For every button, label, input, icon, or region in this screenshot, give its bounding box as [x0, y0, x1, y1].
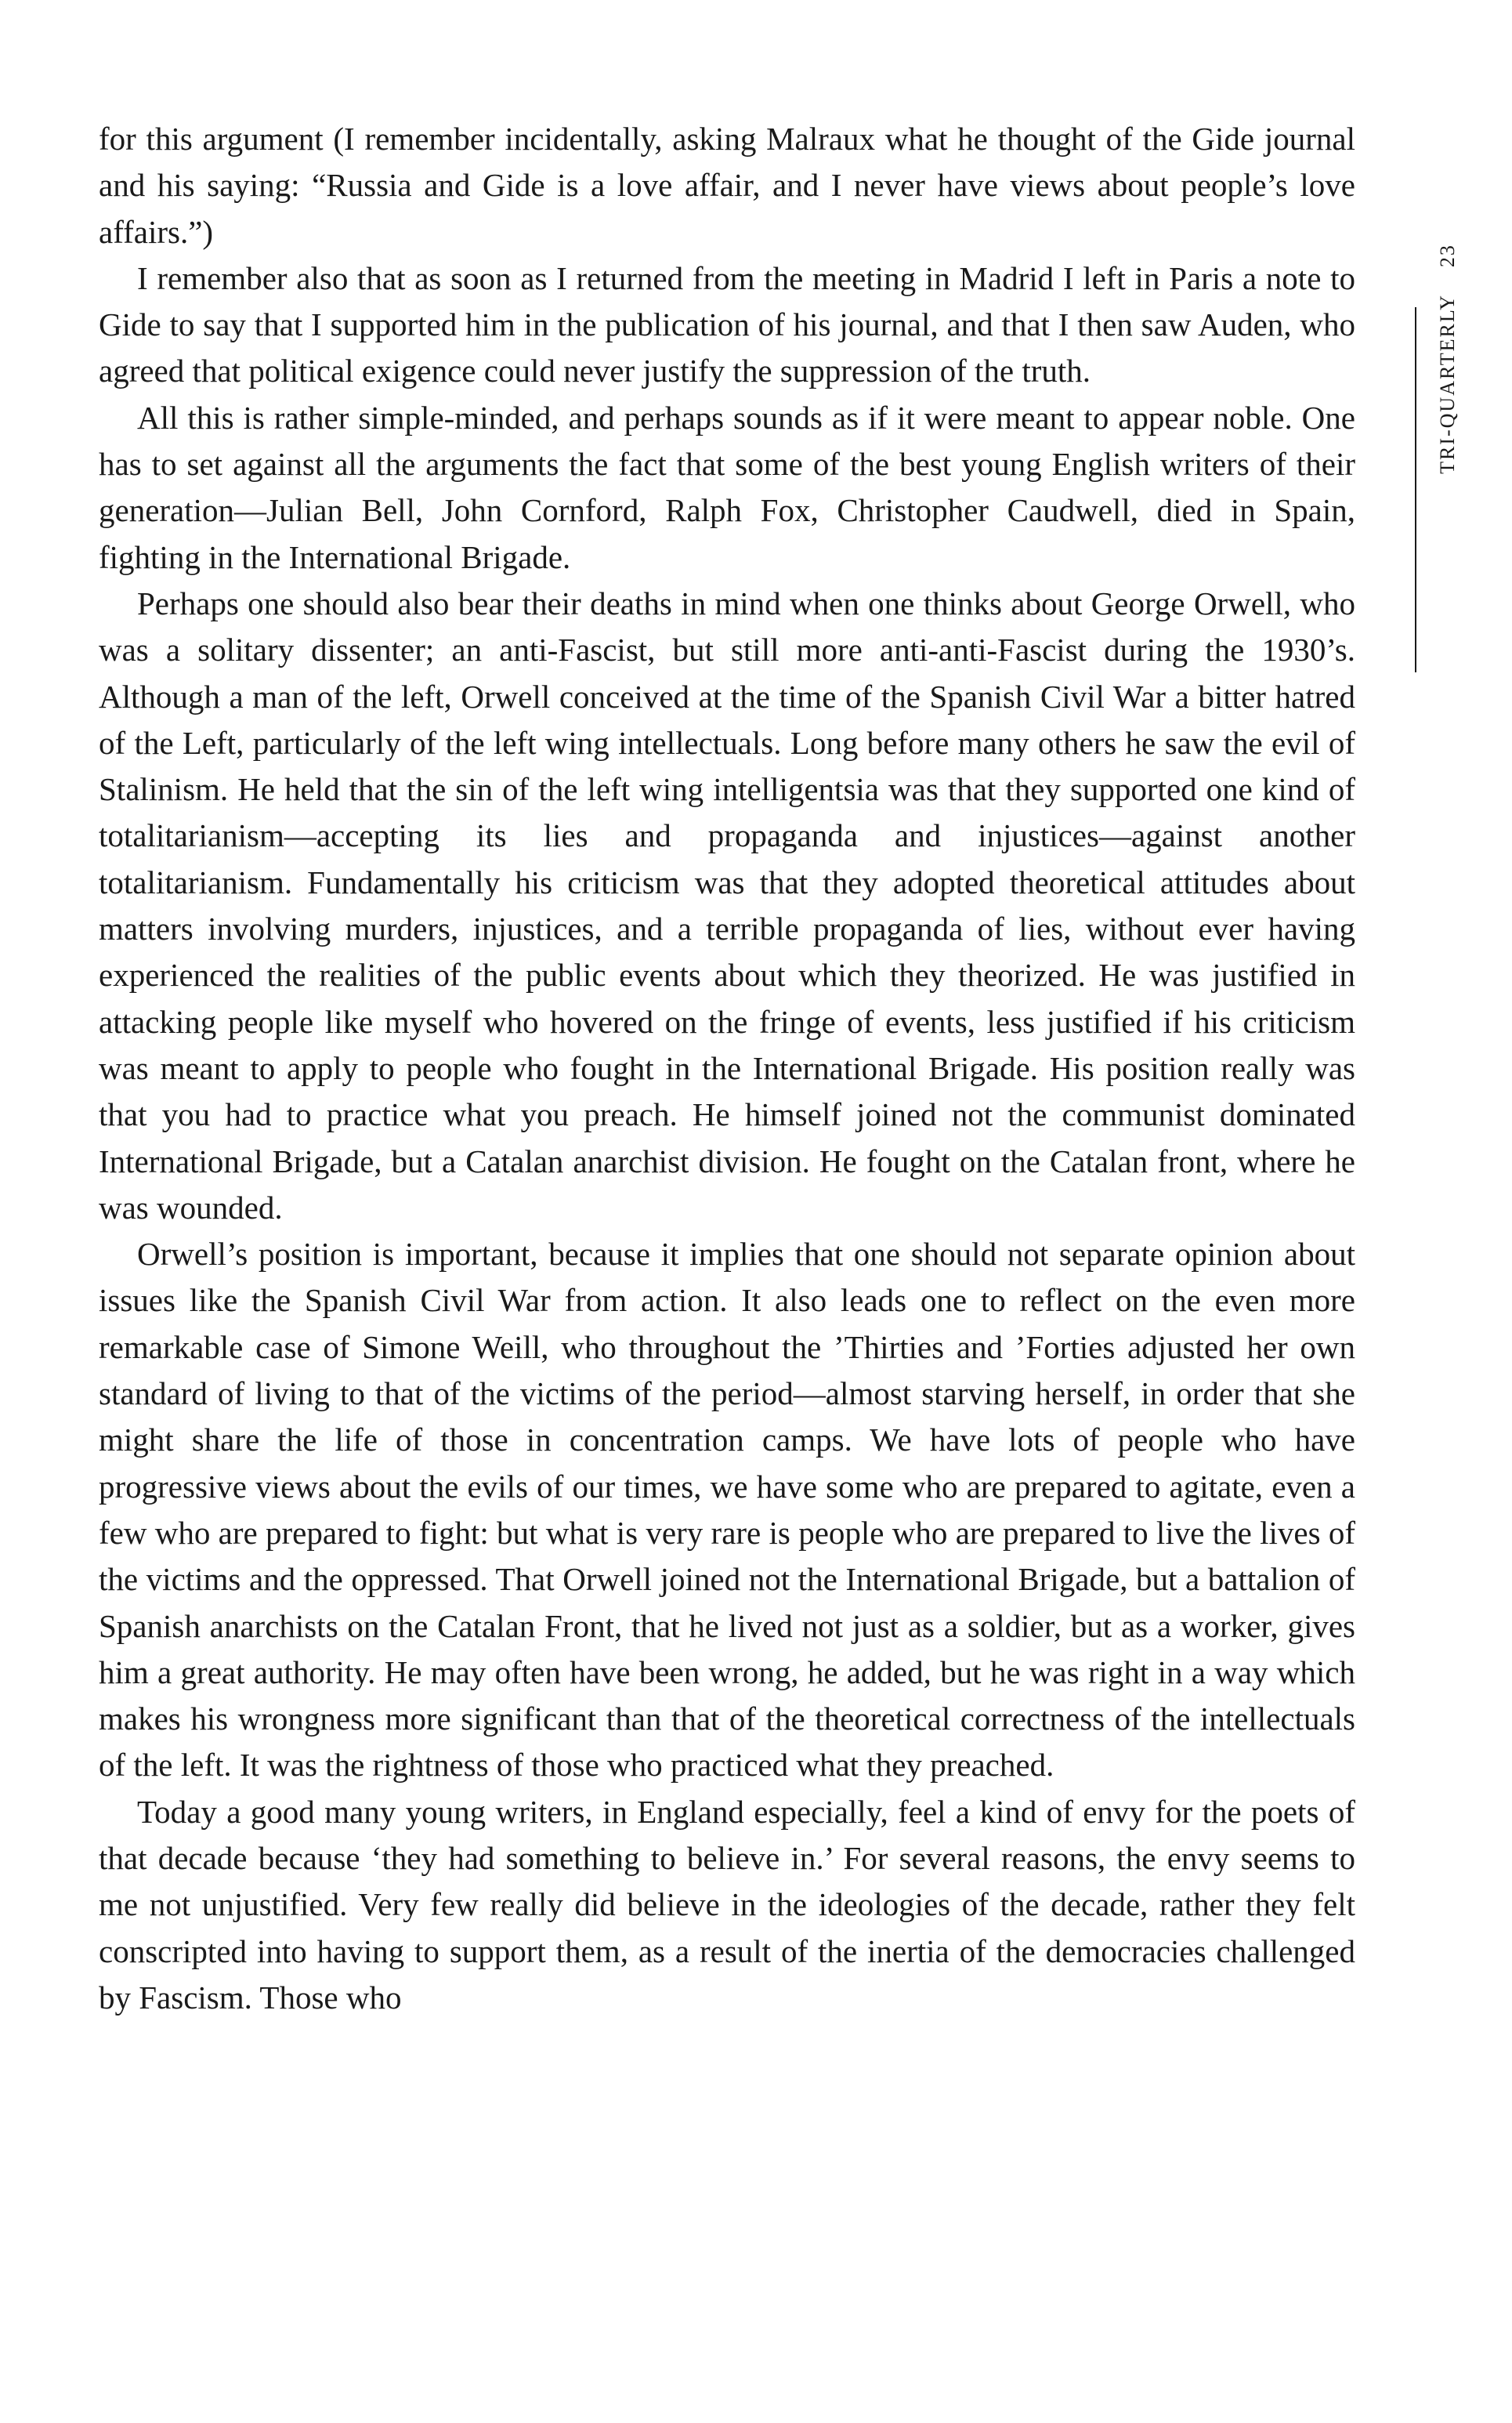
paragraph-2: I remember also that as soon as I returned from the meeting in Madrid I left in Paris a note to Gide to say that I supported him in the publication of his journal, and that I then saw Auden, who agreed that political exigence could never justify the suppression of the truth.: [99, 259, 1355, 389]
body-text: [99, 116, 1355, 2021]
paragraph-4: Perhaps one should also bear their deaths in mind when one thinks about George Orwell, who was a solitary dissenter; an anti-Fascist, but still more anti-anti-Fascist during the 1930’s. Although a man of the left, Orwell conceived at the time of the Spanish Civil War a bitter hatred of the Left, particularly of the left wing intellectuals. Long before many others he saw the evil of Stalinism. He held that the sin of the left wing intelligentsia was that they supported one kind of totalitarianism—accepting its lies and propaganda and injustices—against another totalitarianism. Fundamentally his criticism was that they adopted theoretical attitudes about matters involving murders, injustices, and a terrible propaganda of lies, without ever having experienced the realities of the public events about which they theorized. He was justified in attacking people like myself who hovered on the fringe of events, less justified if his criticism was meant to apply to people who fought in the International Brigade. His position really was that you had to practice what you preach. He himself joined not the communist dominated International Brigade, but a Catalan anarchist division. He fought on the Catalan front, where he was wounded.: [99, 585, 1355, 1226]
paragraph-5: Orwell’s position is important, because it implies that one should not separate opinion about issues like the Spanish Civil War from action. It also leads one to reflect on the even more remarkable case of Simone Weill, who throughout the ’Thirties and ’Forties adjusted her own standard of living to that of the victims of the period—almost starving herself, in order that she might share the life of those in concentration camps. We have lots of people who have progressive views about the evils of our times, we have some who are prepared to agitate, even a few who are prepared to fight: but what is very rare is people who are prepared to live the lives of the victims and the oppressed. That Orwell joined not the International Brigade, but a battalion of Spanish anarchists on the Catalan Front, that he lived not just as a soldier, but as a worker, gives him a great authority. He may often have been wrong, he added, but he was right in a way which makes his wrongness more significant than that of the theoretical correctness of the intellectuals of the left. It was the rightness of those who practiced what they preached.: [99, 1236, 1355, 1784]
paragraph-1: for this argument (I remember incidentally, asking Malraux what he thought of the Gide journal and his saying: “Russia and Gide is a love affair, and I never have views about people’s love affairs.”): [99, 121, 1355, 250]
journal-title: TRI-QUARTERLY: [1436, 294, 1459, 474]
paragraph-3: All this is rather simple-minded, and perhaps sounds as if it were meant to appear noble. One has to set against all the arguments the fact that some of the best young English writers of their generation—Julian Bell, John Cornford, Ralph Fox, Christopher Caudwell, died in Spain, fighting in the International Brigade.: [99, 399, 1355, 575]
paragraph-6: Today a good many young writers, in England especially, feel a kind of envy for the poets of that decade because ‘they had something to believe in.’ For several reasons, the envy seems to me not unjustified. Very few really did believe in the ideologies of the decade, rather they felt conscripted into having to support them, as a result of the inertia of the democracies challenged by Fascism. Those who: [99, 1793, 1355, 2016]
running-head-text: [1436, 244, 1460, 474]
running-head-rule: [1415, 307, 1416, 672]
page-number: 23: [1436, 244, 1459, 268]
